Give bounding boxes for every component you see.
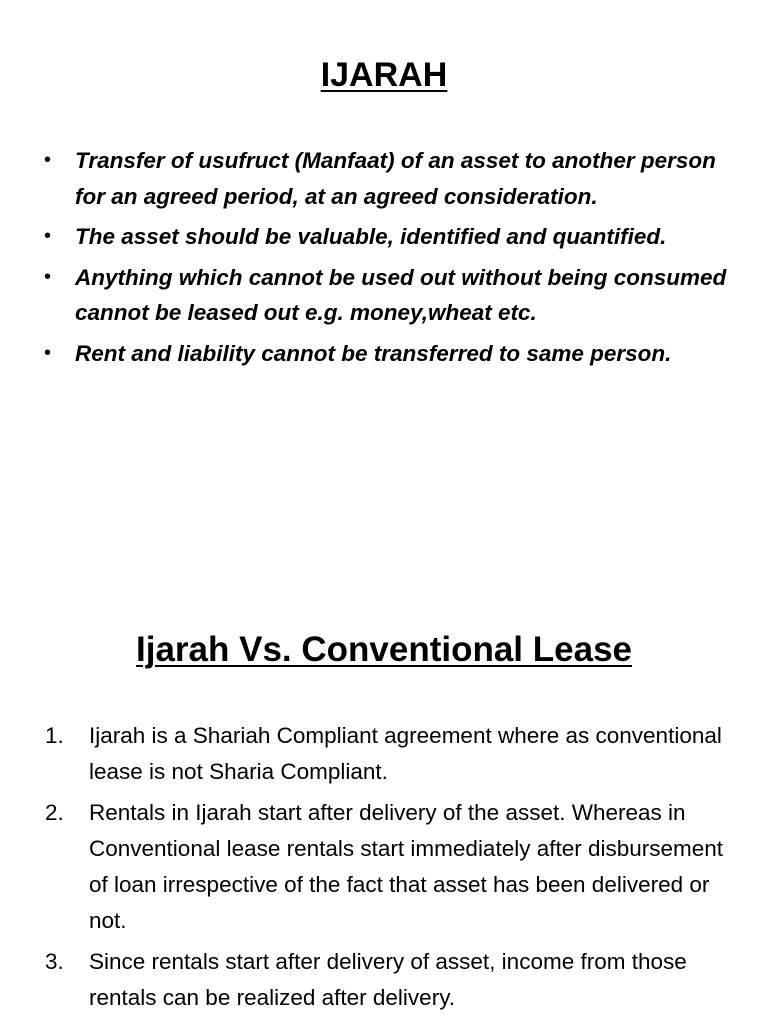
item-number: 1. bbox=[45, 723, 64, 748]
list-item bbox=[40, 143, 740, 214]
list-item bbox=[40, 219, 740, 255]
bullet-icon: • bbox=[44, 149, 52, 171]
list-item bbox=[40, 944, 740, 1016]
slide-title: IJARAH bbox=[320, 56, 448, 94]
list-item bbox=[40, 795, 740, 939]
bullet-icon: • bbox=[44, 225, 52, 247]
bullet-text: Anything which cannot be used out without being consumed cannot be leased out e.g. money,wheat etc. bbox=[75, 264, 727, 325]
bullet-icon: • bbox=[44, 341, 52, 364]
bullet-list bbox=[40, 143, 740, 376]
item-number: 3. bbox=[45, 949, 64, 974]
numbered-list bbox=[40, 718, 740, 1021]
item-text: Rentals in Ijarah start after delivery of the asset. Whereas in Conventional lease rentals start immediately after disbursement of loan irrespective of the fact that asset has been delivered or not. bbox=[89, 800, 724, 933]
slide-title: Ijarah Vs. Conventional Lease bbox=[136, 630, 632, 669]
bullet-icon: • bbox=[44, 265, 52, 288]
bullet-text: Transfer of usufruct (Manfaat) of an asset to another person for an agreed period, at an agreed consideration. bbox=[75, 148, 716, 209]
slide-comparison bbox=[0, 590, 768, 1024]
item-number: 2. bbox=[45, 800, 64, 825]
item-text: Ijarah is a Shariah Compliant agreement where as conventional lease is not Sharia Compliant. bbox=[89, 723, 722, 784]
list-item bbox=[40, 260, 740, 331]
bullet-text: The asset should be valuable, identified and quantified. bbox=[75, 224, 667, 249]
list-item bbox=[40, 336, 740, 372]
list-item bbox=[40, 718, 740, 790]
bullet-text: Rent and liability cannot be transferred to same person. bbox=[75, 340, 672, 366]
item-text: Since rentals start after delivery of asset, income from those rentals can be realized after delivery. bbox=[89, 949, 687, 1010]
